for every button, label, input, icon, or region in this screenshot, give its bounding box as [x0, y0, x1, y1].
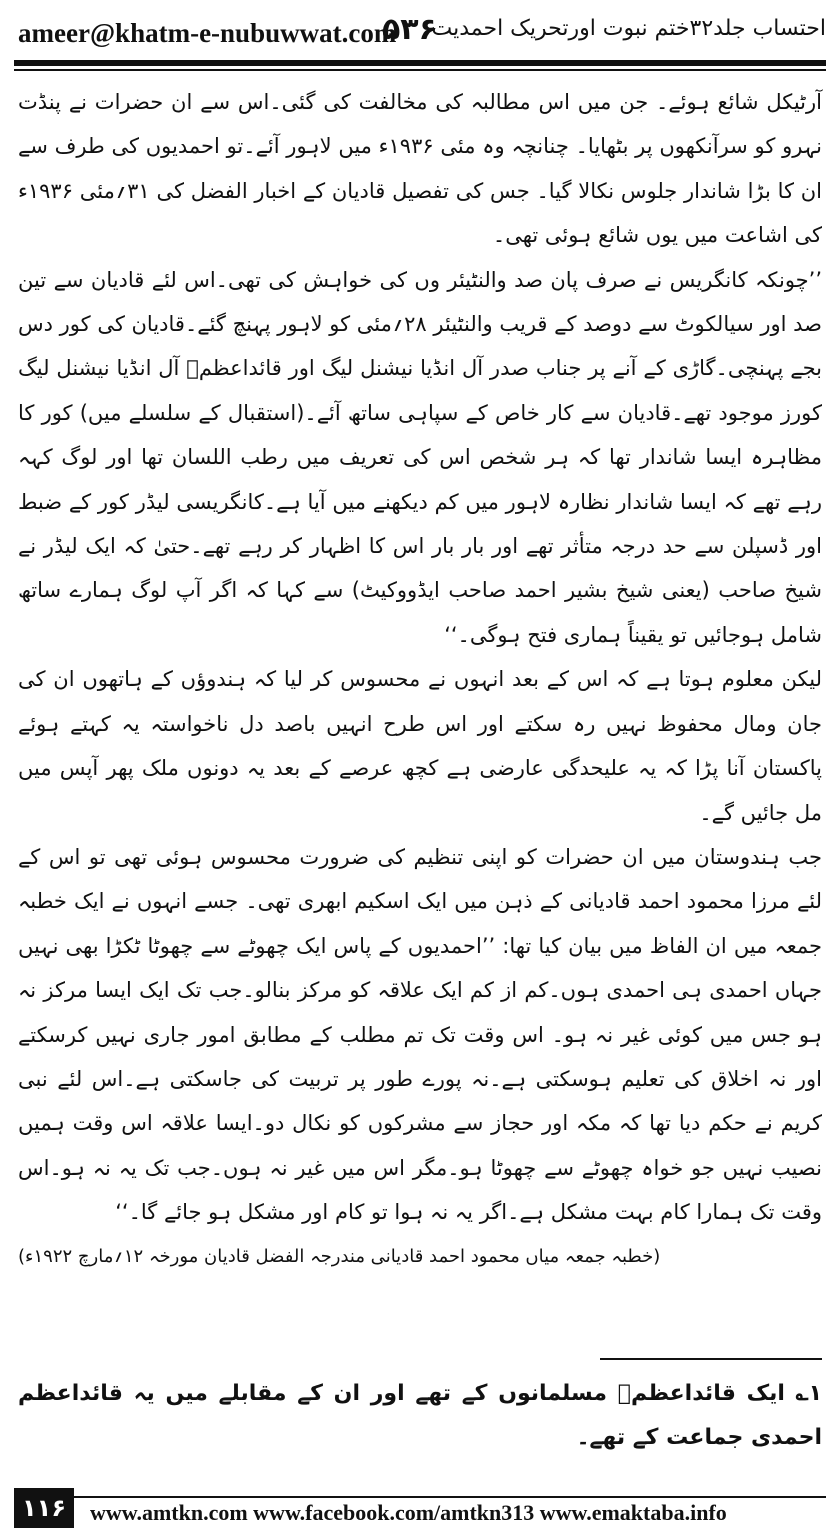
citation: (خطبہ جمعہ میاں محمود احمد قادیانی مندرجہ الفضل قادیان مورخہ ۱۲؍مارچ ۱۹۲۲ء) — [18, 1245, 661, 1267]
header-email: ameer@khatm-e-nubuwwat.com — [18, 18, 397, 48]
paragraph-2: ’’چونکہ کانگریس نے صرف پان صد والنٹیئر وں کی خواہش کی تھی۔اس لئے قادیان سے تین صد اور سیالکوٹ سے دوصد کے قریب والنٹیئر ۲۸؍مئی کو لاہور پہنچ گئے۔قادیان کی کور دس بجے پہنچی۔گاڑی کے آنے پر جناب صدر آل انڈیا نیشنل لیگ اور قائداعظمؒ آل انڈیا نیشنل لیگ کورز موجود تھے۔قادیان سے کار خاص کے سپاہی ساتھ آئے۔(استقبال کے سلسلے میں) کور کا مظاہرہ ایسا شاندار تھا کہ ہر شخص اس کی تعریف میں رطب اللسان تھا اور لوگ کہہ رہے تھے کہ ایسا شاندار نظارہ لاہور میں کم دیکھنے میں آیا ہے۔کانگریسی لیڈر کور کے ضبط اور ڈسپلن سے حد درجہ متأثر تھے اور بار بار اس کا اظہار کر رہے تھے۔حتیٰ کہ ایک لیڈر نے شیخ صاحب (یعنی شیخ بشیر احمد صاحب ایڈووکیٹ) سے کہا کہ اگر آپ لوگ ہمارے ساتھ شامل ہوجائیں تو یقیناً ہماری فتح ہوگی۔‘‘ — [18, 267, 822, 647]
page-header — [16, 10, 826, 58]
footer-links: www.amtkn.com www.facebook.com/amtkn313 www.emaktaba.info — [90, 1500, 727, 1525]
footnote: ۱؎ ایک قائداعظمؒ مسلمانوں کے تھے اور ان کے مقابلے میں یہ قائداعظم احمدی جماعت کے تھے۔ — [18, 1381, 822, 1450]
page-footer — [14, 1488, 826, 1528]
header-rule-thin — [14, 69, 826, 71]
header-rule-thick — [14, 60, 826, 66]
footnote-rule — [600, 1358, 822, 1360]
folio-number: ۱۱۶ — [14, 1488, 74, 1528]
body-text — [18, 80, 822, 1279]
paragraph-4: جب ہندوستان میں ان حضرات کو اپنی تنظیم کی ضرورت محسوس ہوئی تھی تو اس کے لئے مرزا محمود احمد قادیانی کے ذہن میں ایک اسکیم ابھری تھی۔ جسے انہوں نے ایک خطبہ جمعہ میں ان الفاظ میں بیان کیا تھا: ’’احمدیوں کے پاس ایک چھوٹے سے چھوٹا ٹکڑا بھی نہیں جہاں احمدی ہی احمدی ہوں۔کم از کم ایک علاقہ کو مرکز بنالو۔جب تک ایک ایسا مرکز نہ ہو جس میں کوئی غیر نہ ہو۔ اس وقت تک تم مطلب کے مطابق امور جاری نہیں کرسکتے اور نہ اخلاق کی تعلیم ہوسکتی ہے۔نہ پورے طور پر تربیت کی جاسکتی ہے۔اس لئے نبی کریم نے حکم دیا تھا کہ مکہ اور حجاز سے مشرکوں کو نکال دو۔ایسا علاقہ اس وقت ہمیں نصیب نہیں جو خواہ چھوٹے سے چھوٹا ہو۔مگر اس میں غیر نہ ہوں۔جب تک یہ نہ ہو۔اس وقت تک ہمارا کام بہت مشکل ہے۔اگر یہ نہ ہوا تو کام اور مشکل ہو جائے گا۔‘‘ — [18, 844, 822, 1225]
paragraph-1: آرٹیکل شائع ہوئے۔ جن میں اس مطالبہ کی مخالفت کی گئی۔اس سے ان حضرات نے پنڈت نہرو کو سرآنکھوں پر بٹھایا۔ چنانچہ وہ مئی ۱۹۳۶ء میں لاہور آئے۔تو احمدیوں کی طرف سے ان کا بڑا شاندار جلوس نکالا گیا۔ جس کی تفصیل قادیان کے اخبار الفضل کی ۳۱؍مئی ۱۹۳۶ء کی اشاعت میں یوں شائع ہوئی تھی۔ — [18, 90, 822, 248]
running-title: احتساب جلد۳۲ختم نبوت اورتحریک احمدیت — [431, 16, 826, 41]
paragraph-3: لیکن معلوم ہوتا ہے کہ اس کے بعد انہوں نے محسوس کر لیا کہ ہندوؤں کے ہاتھوں ان کی جان ومال محفوظ نہیں رہ سکتے اور اس طرح انہیں باصد دل ناخواستہ یہ کہتے ہوئے پاکستان آنا پڑا کہ یہ علیحدگی عارضی ہے کچھ عرصے کے بعد یہ دونوں ملک پھر آپس میں مل جائیں گے۔ — [18, 667, 822, 825]
page-number: ۵۳۶ — [382, 12, 437, 47]
footer-rule — [74, 1496, 826, 1498]
